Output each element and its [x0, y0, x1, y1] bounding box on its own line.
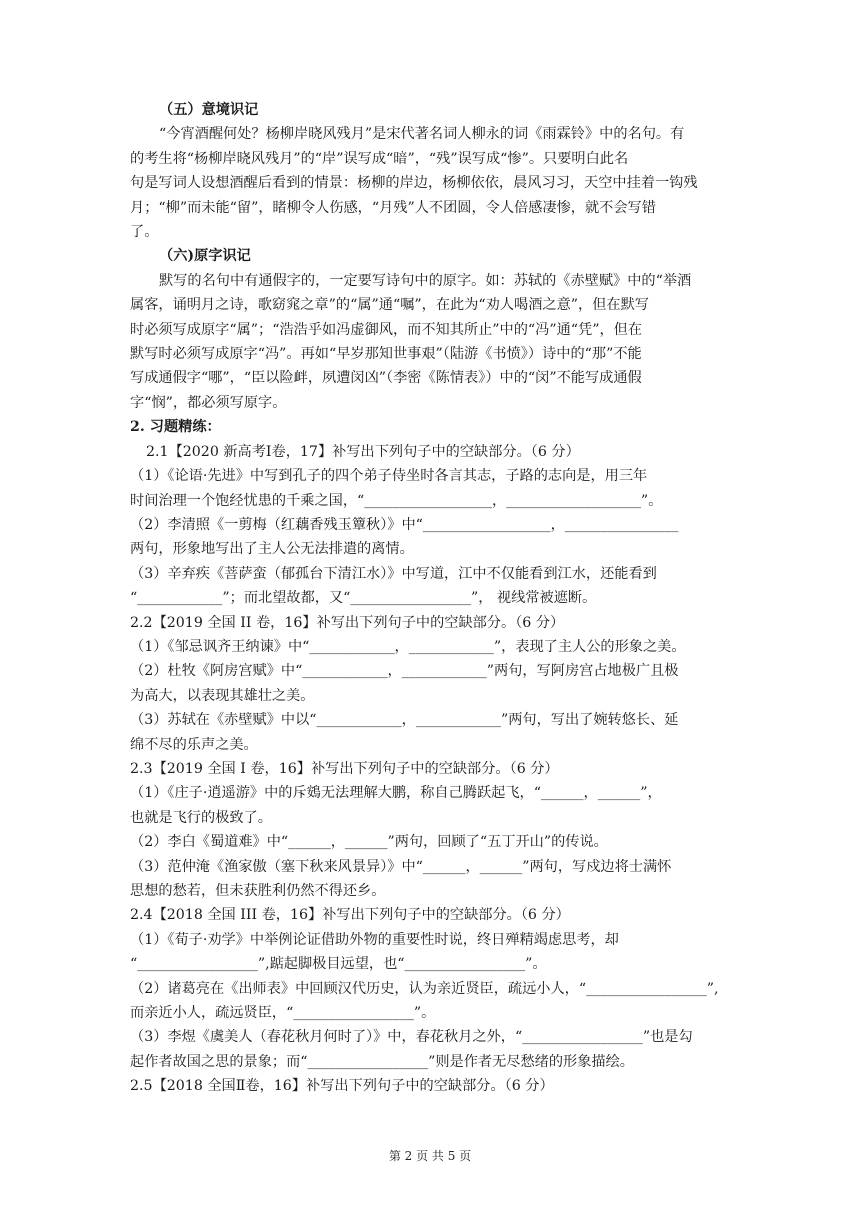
question-title: 2.5【2018 全国Ⅱ卷，16】补写出下列句子中的空缺部分。（6 分）	[130, 1078, 554, 1095]
question-line: 起作者故国之思的景象；而“_________________”则是作者无尽愁绪的形象描绘。	[130, 1053, 634, 1070]
question-line: 也就是飞行的极致了。	[130, 809, 272, 826]
question-line: “____________”；而北望故都，又“_________________”， 视线常被遮断。	[130, 590, 597, 607]
section-heading: （五）意境识记	[159, 102, 259, 118]
document-body	[130, 98, 732, 1099]
question-line: （2）诸葛亮在《出师表》中回顾汉代历史，认为亲近贤臣，疏远小人，“_________________”,	[130, 980, 719, 997]
question-line: 而亲近小人，疏远贤臣，“_________________”。	[130, 1005, 436, 1022]
question-line: （3）辛弃疾《菩萨蛮（郁孤台下清江水）》中写道，江中不仅能看到江水，还能看到	[130, 565, 657, 582]
question-line: （1）《邹忌讽齐王纳谏》中“____________，____________”，表现了主人公的形象之美。	[130, 638, 686, 655]
paragraph-line: 属客，诵明月之诗，歌窈窕之章”的“属”通“嘱”，在此为“劝人喝酒之意”，但在默写	[130, 297, 649, 314]
question-title: 2.4【2018 全国 III 卷，16】补写出下列句子中的空缺部分。（6 分）	[130, 907, 570, 924]
paragraph-line: 时必须写成原字“属”；“浩浩乎如冯虚御风，而不知其所止”中的“冯”通“凭”，但在	[130, 321, 643, 338]
paragraph-line: 默写时必须写成原字“冯”。再如“早岁那知世事艰”（陆游《书愤》）诗中的“那”不能	[130, 346, 642, 363]
question-line: （1）《荀子·劝学》中举例论证借助外物的重要性时说，终日殚精竭虑思考，却	[130, 931, 619, 948]
question-line: 绵不尽的乐声之美。	[130, 736, 258, 753]
question-line: 两句，形象地写出了主人公无法排遣的离情。	[130, 541, 414, 558]
question-line: 为高大，以表现其雄壮之美。	[130, 687, 315, 704]
paragraph-line: 月；“柳”而未能“留”，睹柳令人伤感，“月残”人不团圆，令人倍感凄惨，就不会写错	[130, 199, 656, 216]
question-line: （2）杜牧《阿房宫赋》中“____________，____________”两句，写阿房宫占地极广且极	[130, 663, 679, 680]
paragraph-line: 了。	[130, 224, 159, 241]
question-title: 2.2【2019 全国 II 卷，16】补写出下列句子中的空缺部分。（6 分）	[130, 614, 565, 631]
question-line: （2）李白《蜀道难》中“______，______”两句，回顾了“五丁开山”的传说。	[130, 834, 608, 851]
question-line: （3）范仲淹《渔家傲（塞下秋来风景异）》中“______，______”两句，写戍边将士满怀	[130, 858, 672, 875]
question-title: 2.3【2019 全国 I 卷，16】补写出下列句子中的空缺部分。（6 分）	[130, 760, 559, 777]
paragraph-line: 写成通假字“哪”，“臣以险衅，夙遭闵凶”（李密《陈情表》）中的“闵”不能写成通假	[130, 370, 642, 387]
page-footer: 第 2 页 共 5 页	[388, 1149, 472, 1163]
question-line: （3）李煜《虞美人（春花秋月何时了）》中，春花秋月之外，“_________________”也是勾	[130, 1029, 693, 1046]
question-line: 思想的愁若，但未获胜利仍然不得还乡。	[130, 883, 386, 899]
paragraph-line: 的考生将“杨柳岸晓风残月”的“岸”误写成“暗”，“残”误写成“惨”。只要明白此名	[130, 150, 629, 167]
question-line: “_________________”,踮起脚极目远望，也“_________________”。	[130, 956, 547, 973]
question-line: （2）李清照《一剪梅（红藕香残玉簟秋）》中“__________________，________________	[130, 516, 679, 533]
paragraph-line: 句是写词人设想酒醒后看到的情景：杨柳的岸边，杨柳依依，晨风习习，天空中挂着一钩残	[130, 175, 698, 192]
paragraph-line: 默写的名句中有通假字的，一定要写诗句中的原字。如：苏轼的《赤壁赋》中的“举酒	[159, 272, 692, 289]
question-line: （3）苏轼在《赤壁赋》中以“____________，____________”两句，写出了婉转悠长、延	[130, 712, 679, 729]
paragraph-line: 字“悯”，都必须写原字。	[130, 394, 287, 411]
section-heading: （六)原字识记	[159, 248, 251, 265]
question-line: 时间治理一个饱经忧患的千乘之国，“__________________，___________________”。	[130, 492, 663, 509]
exercise-heading: 2. 习题精练：	[130, 419, 221, 436]
question-title: 2.1【2020 新高考Ⅰ卷，17】补写出下列句子中的空缺部分。（6 分）	[146, 443, 580, 460]
paragraph-line: “今宵酒醒何处？杨柳岸晓风残月”是宋代著名词人柳永的词《雨霖铃》中的名句。有	[159, 126, 685, 143]
question-line: （1）《论语·先进》中写到孔子的四个弟子侍坐时各言其志，子路的志向是，用三年	[130, 468, 648, 485]
question-line: （1）《庄子·逍遥游》中的斥鴳无法理解大鹏，称自己腾跃起飞，“______，______”，	[130, 785, 662, 802]
